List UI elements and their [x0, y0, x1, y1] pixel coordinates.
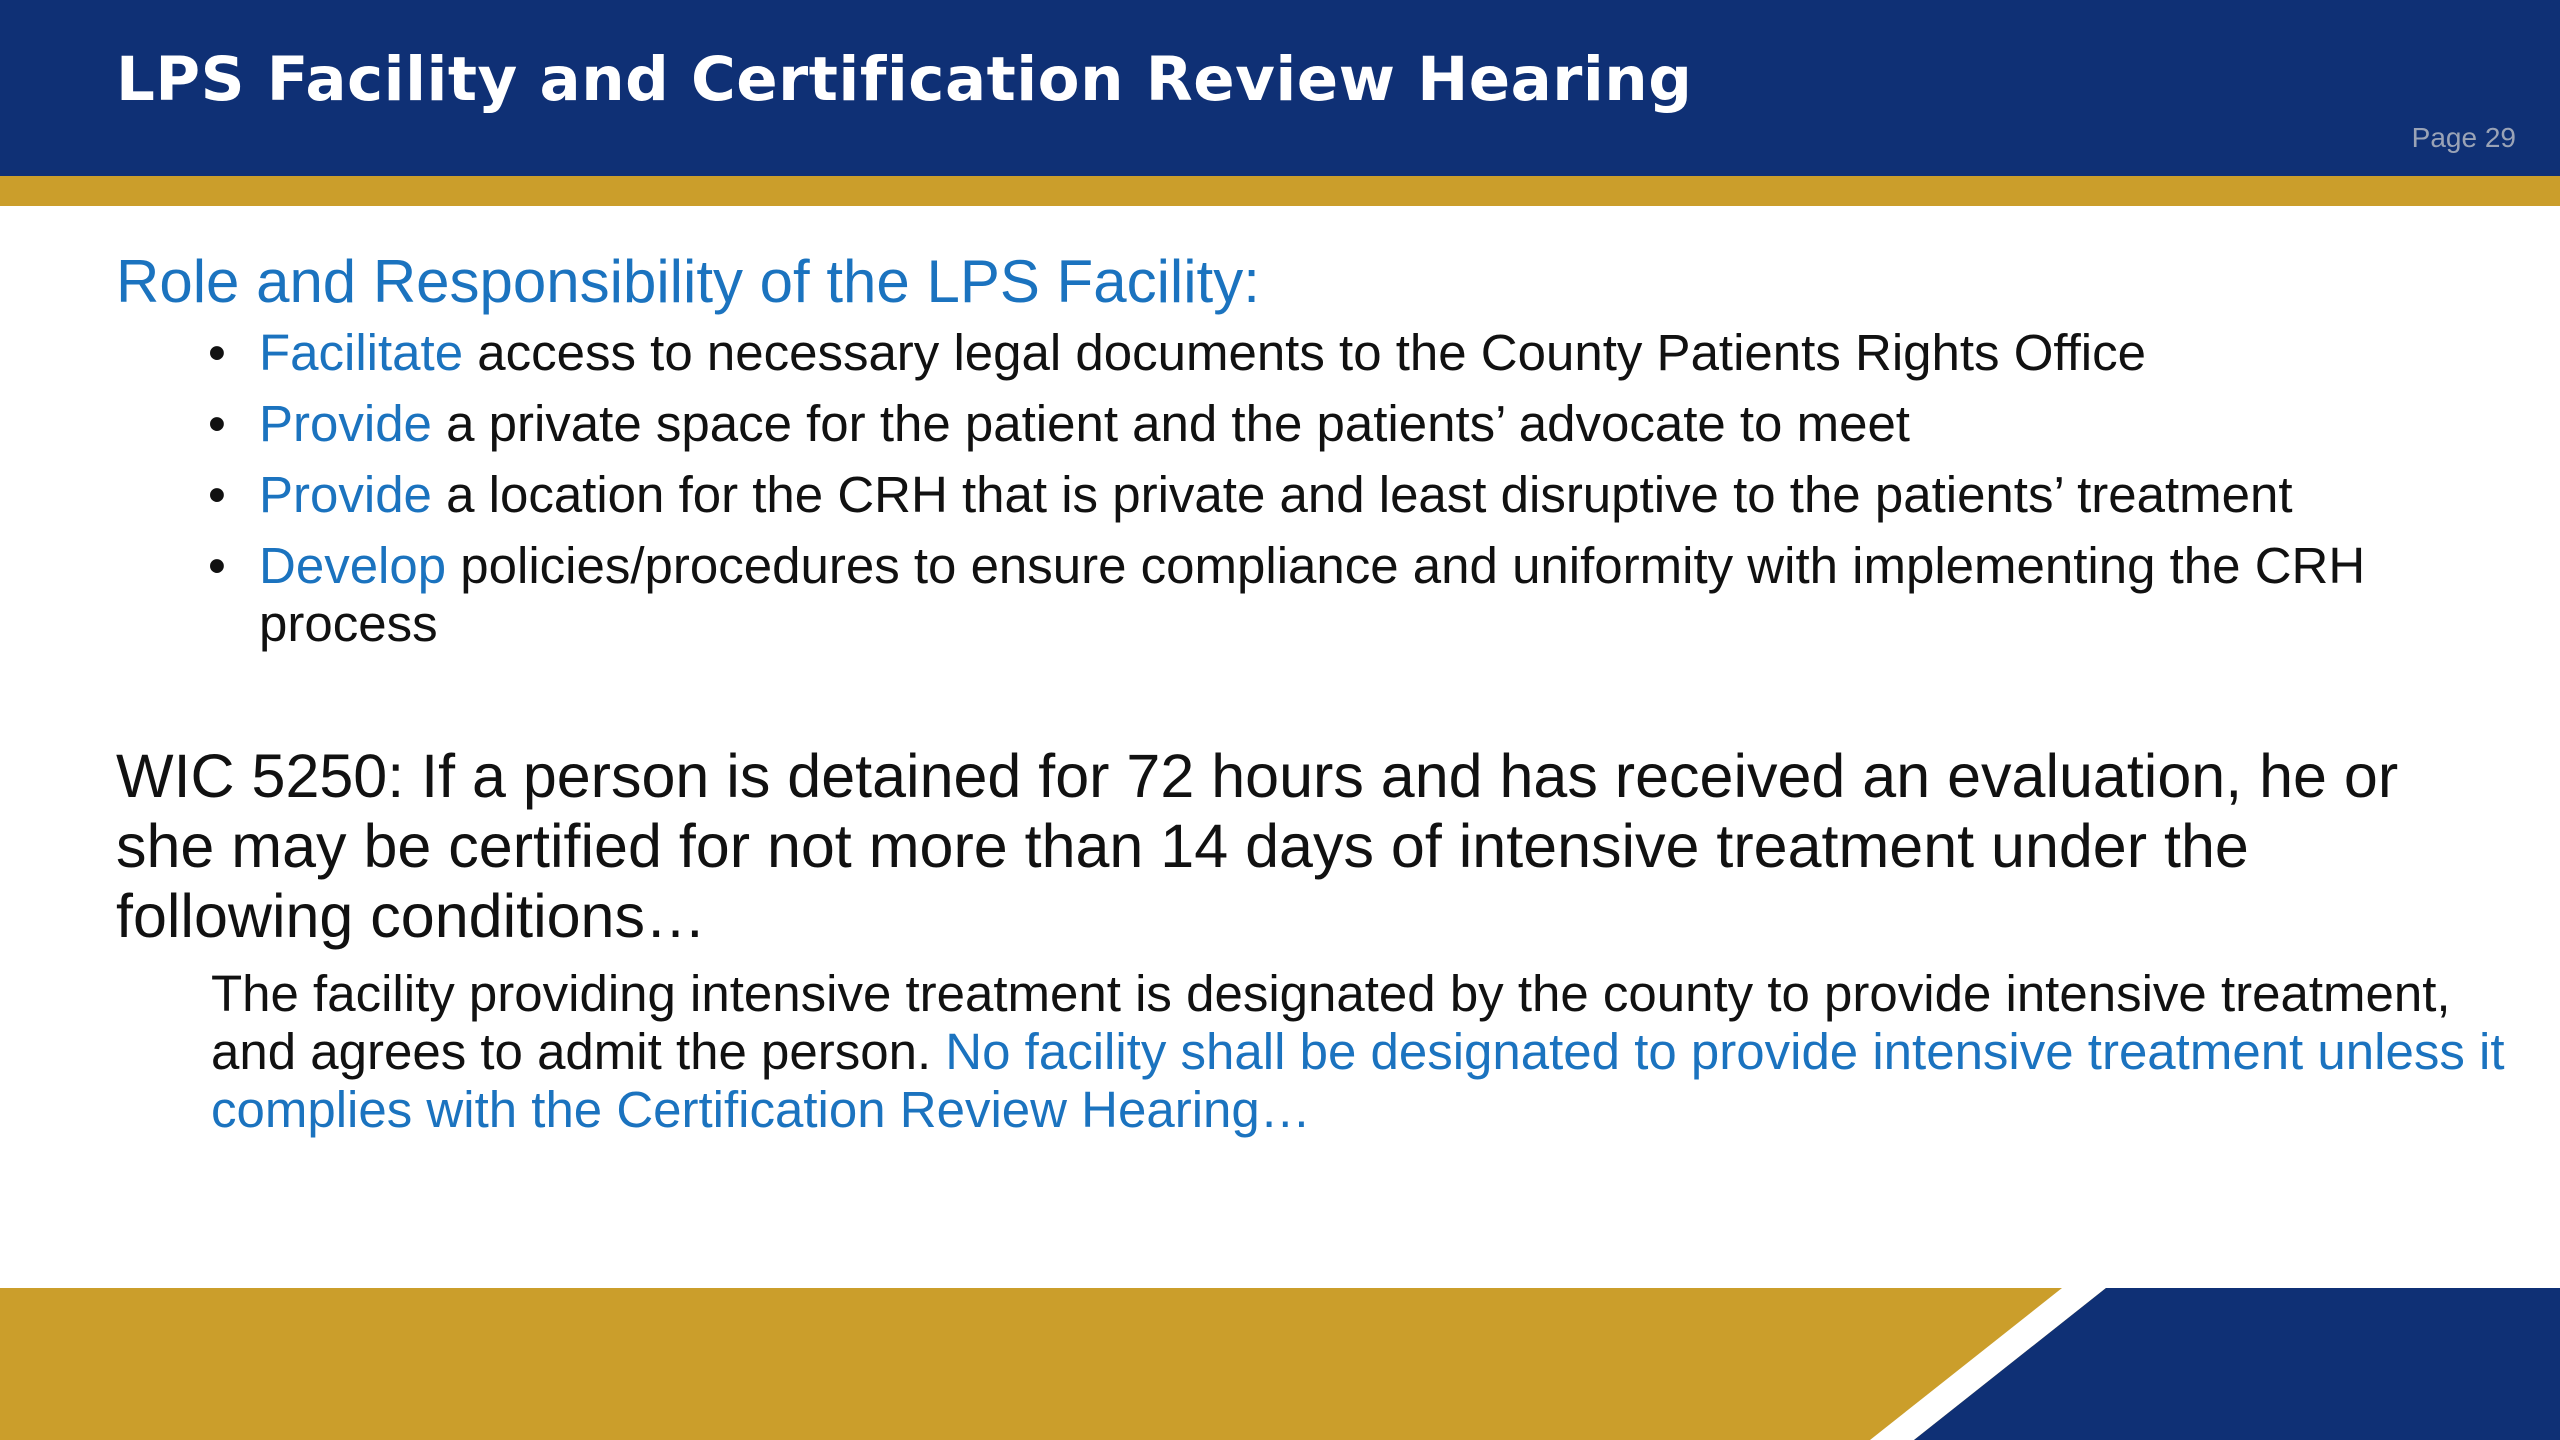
bullet-text: a private space for the patient and the patients’ advocate to meet	[431, 395, 1910, 452]
bullet-text: a location for the CRH that is private and least disruptive to the patients’ treatment	[431, 466, 2293, 523]
wic-quote-text: The facility providing intensive treatment is designated by the county to provide intensive treatment, and agrees to admit the person.	[211, 965, 2451, 1080]
wic-paragraph: WIC 5250: If a person is detained for 72 hours and has received an evaluation, he or she may be certified for not more than 14 days of intensive treatment under the following conditions…	[116, 742, 2399, 950]
bullet-text: policies/procedures to ensure compliance and uniformity with implementing the CRH process	[259, 537, 2366, 652]
header-bar	[0, 0, 2560, 176]
bullet-verb: Develop	[259, 537, 447, 594]
bullet-verb: Provide	[259, 466, 432, 523]
list-item	[116, 537, 2456, 653]
bullet-text: access to necessary legal documents to the County Patients Rights Office	[463, 324, 2147, 381]
bullet-icon: •	[208, 466, 226, 523]
slide-content	[116, 244, 2505, 1139]
footer-band	[0, 1288, 2560, 1440]
list-item	[116, 395, 2456, 453]
bullet-icon: •	[208, 395, 226, 452]
wic-quote-highlight: No facility shall be designated to provide intensive treatment unless it complies with the Certification Review Hearing…	[211, 1023, 2505, 1138]
footer-graphic	[0, 1288, 2560, 1440]
header-gold-band	[0, 176, 2560, 206]
slide-title: LPS Facility and Certification Review Hearing	[116, 44, 1693, 115]
bullet-icon: •	[208, 537, 226, 594]
wic-quote	[211, 965, 2541, 1139]
list-item	[116, 466, 2456, 524]
bullet-verb: Facilitate	[259, 324, 464, 381]
responsibility-list	[116, 324, 2456, 653]
bullet-verb: Provide	[259, 395, 432, 452]
bullet-icon: •	[208, 324, 226, 381]
section-heading: Role and Responsibility of the LPS Facility:	[116, 248, 1260, 315]
list-item	[116, 324, 2456, 382]
page-number: Page 29	[2411, 122, 2516, 153]
